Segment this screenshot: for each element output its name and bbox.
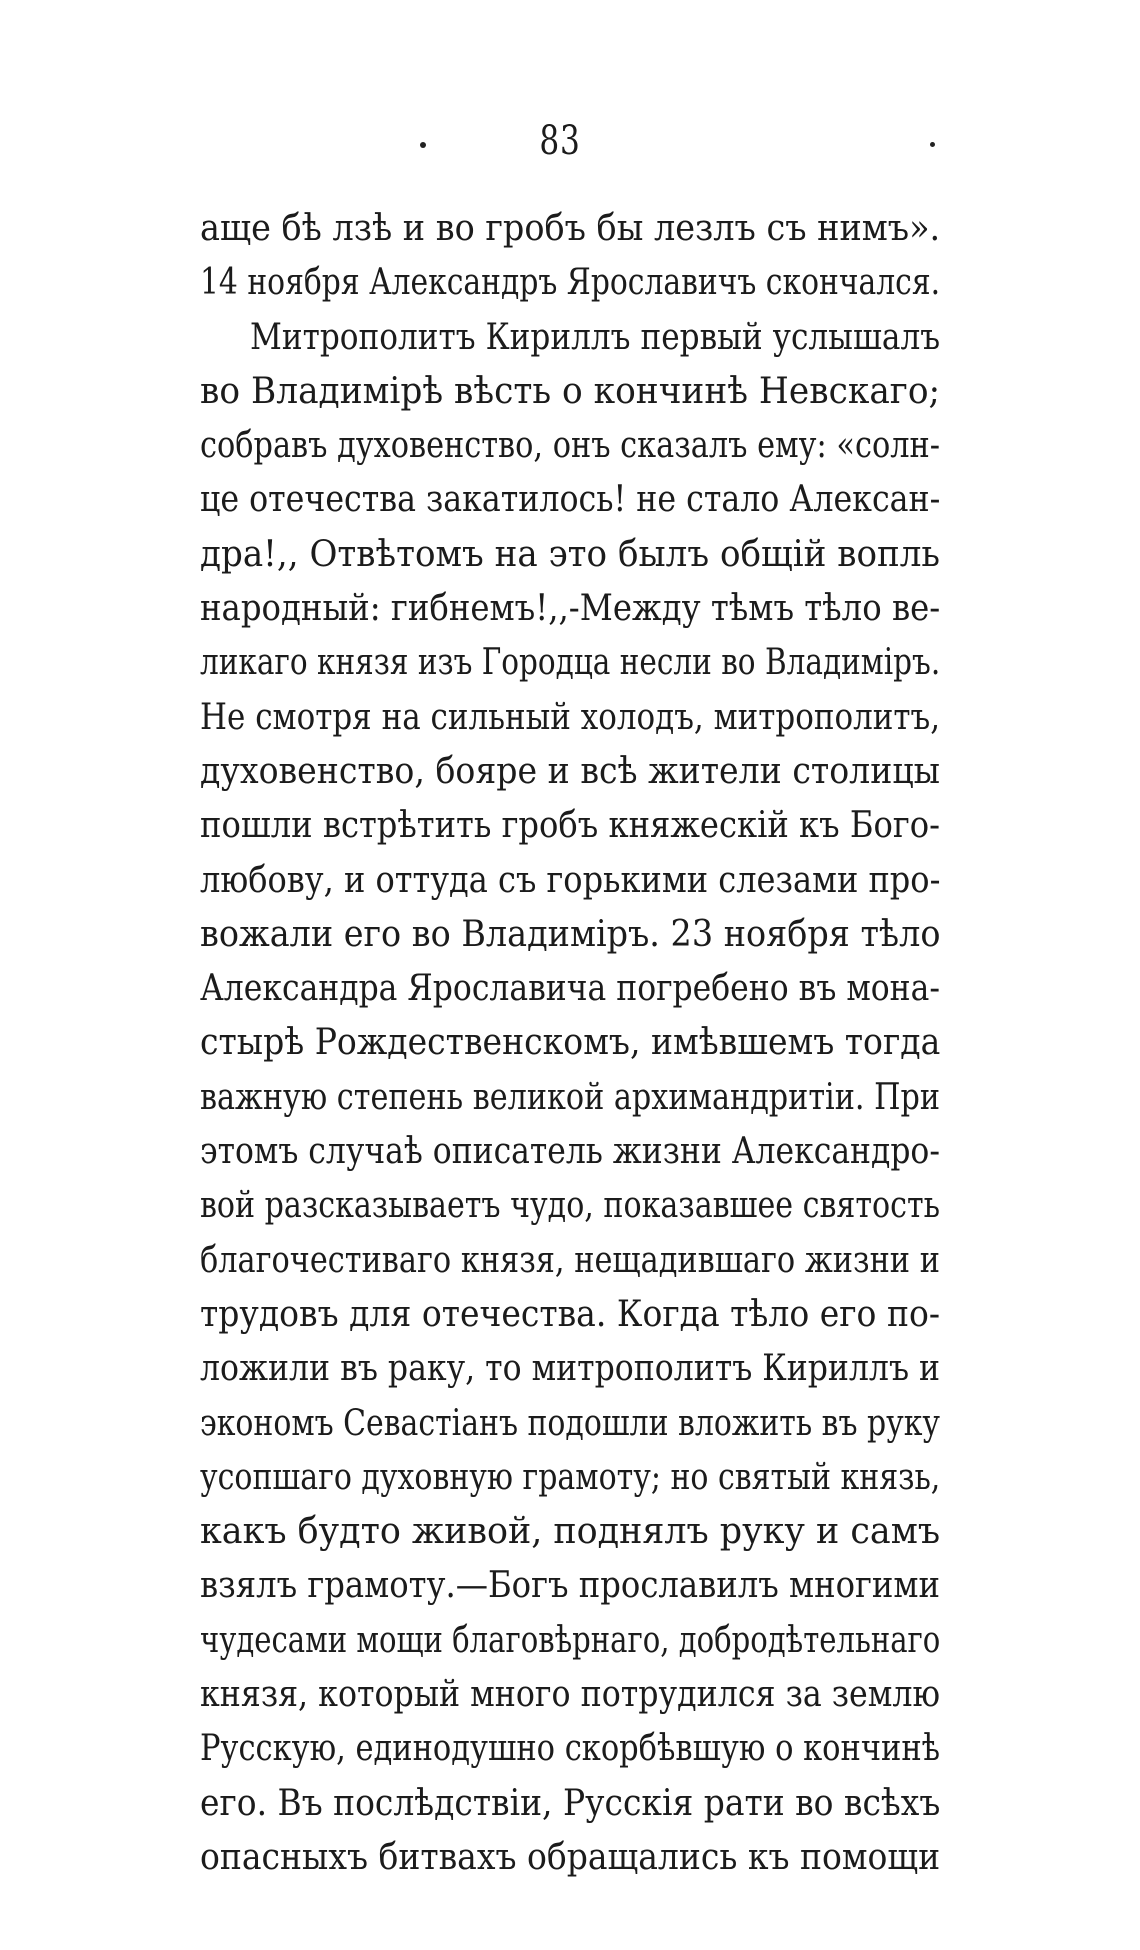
text-line: дра!,, Отвѣтомъ на это былъ общій вопль (200, 533, 940, 575)
text-line: любову, и оттуда съ горькими слезами про- (200, 859, 941, 901)
text-line: собравъ духовенство, онъ сказалъ ему: «солн- (200, 425, 940, 467)
text-line: этомъ случаѣ описатель жизни Александро- (200, 1131, 940, 1173)
text-line: экономъ Севастіанъ подошли вложить въ руку (200, 1402, 941, 1444)
text-line: 14 ноября Александръ Ярославичъ скончался. (200, 262, 941, 304)
text-line: трудовъ для отечества. Когда тѣло его по- (200, 1293, 941, 1335)
text-line: Митрополитъ Кириллъ первый услышалъ (250, 316, 941, 358)
text-line: ложили въ раку, то митрополитъ Кириллъ и (200, 1348, 941, 1390)
text-line: его. Въ послѣдствіи, Русскія рати во всѣхъ (200, 1782, 941, 1824)
text-line: пошли встрѣтить гробъ княжескій къ Бого- (200, 805, 940, 847)
text-line: во Владимірѣ вѣсть о кончинѣ Невскаго; (200, 370, 941, 412)
body-text (200, 202, 940, 1885)
page-number: 83 (539, 118, 581, 164)
text-line: усопшаго духовную грамоту; но святый князь, (200, 1456, 941, 1498)
text-line: опасныхъ битвахъ обращались къ помощи (200, 1836, 941, 1878)
text-line: чудесами мощи благовѣрнаго, добродѣтельнаго (200, 1619, 941, 1661)
header-dot-left (420, 142, 426, 148)
text-line: народный: гибнемъ!,,-Между тѣмъ тѣло ве- (200, 588, 941, 630)
text-line: аще бѣ лзѣ и во гробъ бы лезлъ съ нимъ». (200, 208, 941, 249)
text-line: духовенство, бояре и всѣ жители столицы (200, 750, 941, 792)
text-line: вой разсказываетъ чудо, показавшее святость (200, 1185, 940, 1227)
text-line: важную степень великой архимандритіи. При (200, 1076, 941, 1118)
text-line: стырѣ Рождественскомъ, имѣвшемъ тогда (200, 1022, 941, 1064)
page-header (0, 118, 1140, 178)
text-line: ликаго князя изъ Городца несли во Владиміръ. (200, 642, 941, 684)
text-line: вожали его во Владиміръ. 23 ноября тѣло (200, 913, 941, 955)
text-line: взялъ грамоту.—Богъ прославилъ многими (200, 1565, 941, 1607)
text-line: це отечества закатилось! не стало Алексан- (200, 479, 941, 521)
text-line: какъ будто живой, поднялъ руку и самъ (200, 1511, 941, 1553)
text-line: князя, который много потрудился за землю (200, 1674, 941, 1716)
text-line: Александра Ярославича погребено въ мона- (200, 968, 940, 1010)
text-line: Русскую, единодушно скорбѣвшую о кончинѣ (200, 1728, 941, 1770)
text-line: благочестиваго князя, нещадившаго жизни и (200, 1239, 940, 1281)
header-dot-right (930, 142, 935, 147)
text-line: Не смотря на сильный холодъ, митрополитъ, (200, 696, 941, 738)
